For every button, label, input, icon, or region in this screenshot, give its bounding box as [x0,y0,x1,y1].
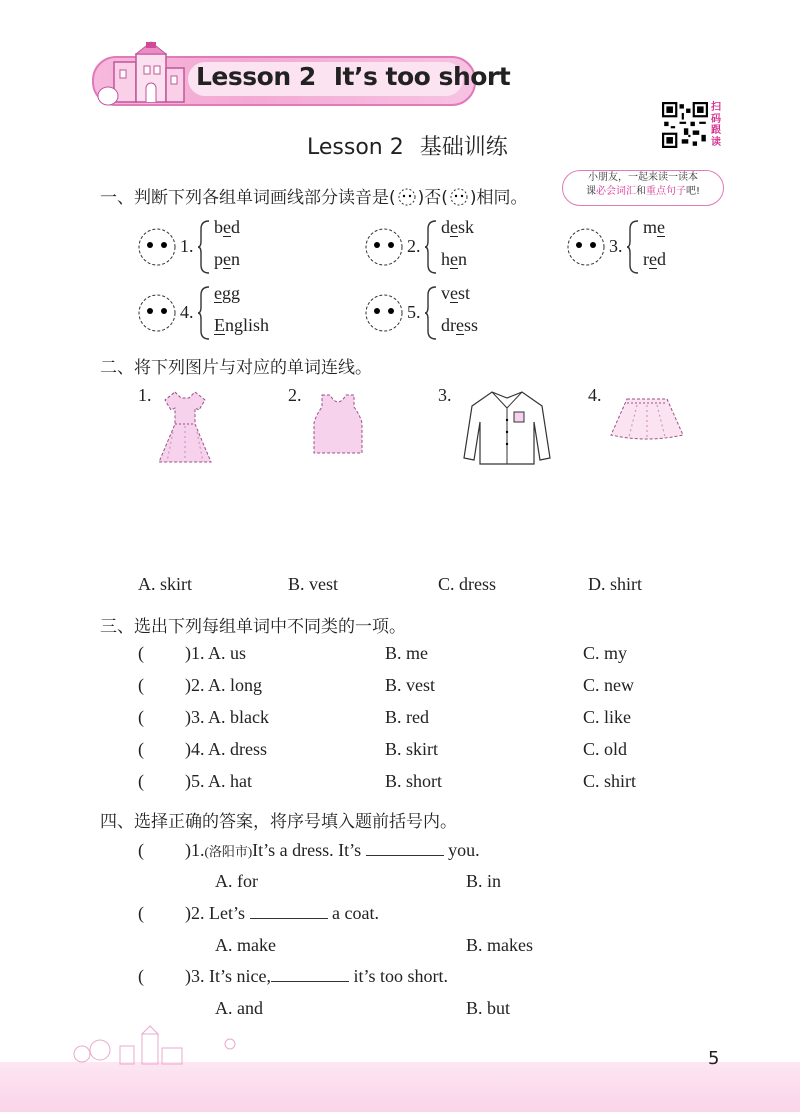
option-b[interactable]: B. in [466,871,502,891]
item-number: 5. [407,302,421,322]
option-c[interactable]: C. shirt [583,771,637,791]
word-option[interactable]: B. vest [288,574,339,594]
page-title: Lesson 2 基础训练 [307,135,508,160]
option-a[interactable]: A. and [215,998,263,1018]
word-top: me [643,217,666,237]
word-top: bed [214,217,240,237]
header-title: Lesson 2 It’s too short [196,62,511,91]
smiley-face-icon [396,188,418,206]
answer-paren[interactable]: ( [138,643,144,663]
word-option[interactable]: A. skirt [138,574,192,594]
section1-heading: 一、判断下列各组单词画线部分读音是( )否( )相同。 [100,188,528,208]
item-number: 2. [407,236,421,256]
skirt-picture[interactable] [607,395,687,445]
footer-band [0,1062,800,1112]
sad-face-icon [448,188,470,206]
item-number: 3. [609,236,623,256]
picture-number: 2. [288,385,302,405]
option-c[interactable]: C. my [583,643,628,663]
section4-heading: 四、选择正确的答案，将序号填入题前括号内。 [100,812,457,832]
page-number: 5 [708,1048,720,1069]
picture-number: 3. [438,385,452,405]
item-number: 1. [180,236,194,256]
reading-tip-bubble: 小朋友，一起来读一读本 课必会词汇和重点句子吧! [562,170,724,206]
answer-paren[interactable]: ( [138,739,144,759]
brace-icon [626,219,640,275]
section3-heading: 三、选出下列每组单词中不同类的一项。 [100,617,406,637]
word-top: egg [214,283,240,303]
option-b[interactable]: B. skirt [385,739,439,759]
option-a[interactable]: )1. A. us [185,643,247,663]
option-b[interactable]: B. me [385,643,428,663]
answer-face-icon[interactable] [364,227,404,267]
brace-icon [197,285,211,341]
option-b[interactable]: B. vest [385,675,436,695]
option-c[interactable]: C. new [583,675,634,695]
option-a[interactable]: A. for [215,871,258,891]
option-a[interactable]: )4. A. dress [185,739,267,759]
dress-picture[interactable] [155,388,215,468]
option-c[interactable]: C. old [583,739,628,759]
answer-face-icon[interactable] [566,227,606,267]
answer-paren[interactable]: ( [138,966,144,986]
item-number: 4. [180,302,194,322]
word-bottom: red [643,249,666,269]
word-bottom: dress [441,315,479,335]
word-top: desk [441,217,475,237]
option-a[interactable]: )5. A. hat [185,771,252,791]
question-2: )2. Let’s a coat. [185,903,379,923]
castle-illustration [96,40,196,110]
footer-decoration [70,1024,250,1068]
word-option[interactable]: C. dress [438,574,496,594]
word-bottom: pen [214,249,240,269]
word-top: vest [441,283,471,303]
brace-icon [197,219,211,275]
shirt-picture[interactable] [462,388,552,468]
option-a[interactable]: A. make [215,935,276,955]
word-bottom: English [214,315,270,335]
answer-face-icon[interactable] [137,293,177,333]
option-b[interactable]: B. but [466,998,511,1018]
picture-number: 4. [588,385,602,405]
answer-paren[interactable]: ( [138,771,144,791]
answer-paren[interactable]: ( [138,840,144,860]
word-option[interactable]: D. shirt [588,574,642,594]
option-c[interactable]: C. like [583,707,631,727]
question-1: )1.(洛阳市)It’s a dress. It’s you. [185,840,480,860]
qr-code-icon[interactable] [662,102,708,148]
section2-heading: 二、将下列图片与对应的单词连线。 [100,358,372,378]
option-a[interactable]: )2. A. long [185,675,263,695]
qr-label: 扫 码 跟 读 [711,102,721,148]
brace-icon [424,219,438,275]
brace-icon [424,285,438,341]
option-b[interactable]: B. makes [466,935,533,955]
answer-paren[interactable]: ( [138,903,144,923]
option-b[interactable]: B. red [385,707,429,727]
answer-paren[interactable]: ( [138,707,144,727]
answer-paren[interactable]: ( [138,675,144,695]
word-bottom: hen [441,249,467,269]
answer-face-icon[interactable] [137,227,177,267]
picture-number: 1. [138,385,152,405]
option-a[interactable]: )3. A. black [185,707,269,727]
vest-picture[interactable] [308,393,368,463]
answer-face-icon[interactable] [364,293,404,333]
question-3: )3. It’s nice, it’s too short. [185,966,448,986]
option-b[interactable]: B. short [385,771,443,791]
